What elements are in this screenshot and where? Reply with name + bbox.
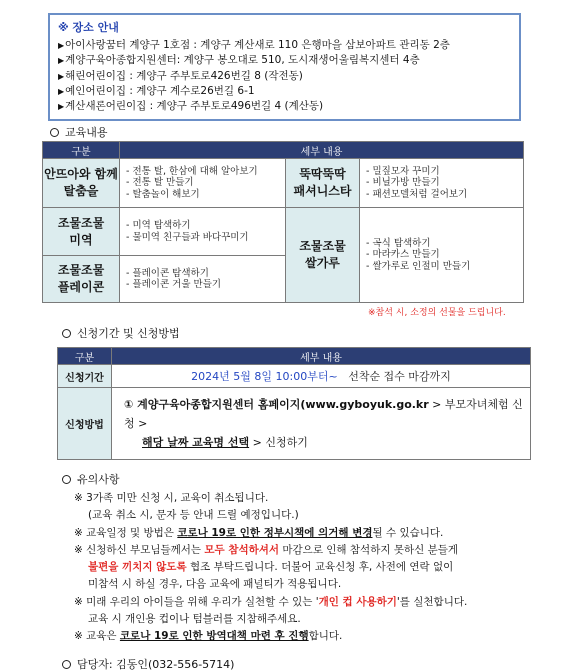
edu-header-details: 세부 내용: [120, 142, 524, 159]
method-link-text: 해당 날짜 교육명 선택: [142, 436, 250, 449]
program-desc-item: - 쌀가루로 인절미 만들기: [366, 260, 471, 272]
circle-bullet-icon: [62, 475, 71, 484]
caution-line: (교육 취소 시, 문자 등 안내 드릴 예정입니다.): [88, 509, 299, 522]
place-item: ▶계산새론어린이집 : 계양구 주부토로496번길 4 (계산동): [58, 100, 324, 113]
program-desc: [120, 208, 286, 256]
method-value: ① 계양구육아종합지원센터 홈페이지(www.gyboyuk.go.kr > 부모자녀체험 신청 > 해당 날짜 교육명 선택 > 신청하기: [112, 388, 531, 460]
program-desc-item: - 전통 탈 만들기: [126, 177, 194, 189]
program-desc-item: - 패션모델처럼 걸어보기: [366, 188, 468, 200]
caution-line: ※ 교육일정 및 방법은 코로나 19로 인한 정부시책에 의거해 변경될 수 있습니다.: [74, 526, 444, 539]
program-desc-item: - 밀짚모자 꾸미기: [366, 165, 440, 177]
circle-bullet-icon: [50, 128, 59, 137]
place-item: ▶계양구육아종합지원센터: 계양구 봉오대로 510, 도시재생어울림복지센터 4층: [58, 54, 420, 67]
edu-header-category: 구분: [43, 142, 120, 159]
period-label: 신청기간: [58, 365, 112, 388]
program-title: 조물조물 플레이콘: [43, 256, 120, 303]
period-value: 2024년 5월 8일 10:00부터~ 선착순 접수 마감까지: [112, 365, 531, 388]
triangle-bullet-icon: ▶: [58, 41, 65, 50]
application-heading: 신청기간 및 신청방법: [62, 325, 180, 341]
triangle-bullet-icon: ▶: [58, 71, 65, 81]
gift-note: ※참석 시, 소정의 선물을 드립니다.: [368, 308, 506, 318]
caution-line: ※ 미래 우리의 아이들을 위해 우리가 실천할 수 있는 '개인 컵 사용하기'를 실천합니다.: [74, 595, 468, 608]
circle-bullet-icon: [62, 660, 71, 669]
program-title: 조물조물 쌀가루: [286, 208, 360, 303]
program-desc: [360, 208, 524, 303]
circle-bullet-icon: [62, 329, 71, 338]
method-label: 신청방법: [58, 388, 112, 460]
contact-info: 담당자: 김동인(032-556-5714): [62, 656, 234, 670]
app-header-details: 세부 내용: [112, 348, 531, 365]
cautions-list: [74, 490, 544, 646]
program-desc: [360, 159, 524, 208]
caution-line: 불편을 끼치지 않도록 협조 부탁드립니다. 더불어 교육신청 후, 사전에 연락 없이: [88, 561, 454, 574]
program-desc-item: - 플레이콘 거울 만들기: [126, 279, 222, 290]
program-desc-item: - 곡식 탐색하기: [366, 237, 431, 249]
place-list: [58, 38, 511, 114]
program-desc-item: - 전통 탈, 한삼에 대해 알아보기: [126, 165, 258, 177]
program-desc-item: - 비닐가방 만들기: [366, 177, 440, 189]
program-title: 조물조물 미역: [43, 208, 120, 256]
caution-line: ※ 교육은 코로나 19로 인한 방역대책 마련 후 진행합니다.: [74, 630, 343, 643]
program-desc: [120, 159, 286, 208]
caution-line: ※ 3가족 미만 신청 시, 교육이 취소됩니다.: [74, 492, 269, 504]
program-desc-item: - 플레이콘 탐색하기: [126, 267, 209, 279]
program-desc-item: - 마라카스 만들기: [366, 249, 440, 261]
place-item: ▶해린어린이집 : 계양구 주부토로426번길 8 (작전동): [58, 69, 303, 82]
program-desc-item: - 탈춤놀이 해보기: [126, 188, 200, 200]
application-table: [57, 347, 531, 460]
place-item: ▶예인어린이집 : 계양구 계수로26번길 6-1: [58, 84, 255, 97]
program-desc-item: - 미역 탐색하기: [126, 220, 191, 231]
place-info-title: ※ 장소 안내: [58, 21, 119, 34]
program-title: 뚝딱뚝딱 패셔니스타: [286, 159, 360, 208]
triangle-bullet-icon: ▶: [58, 56, 65, 66]
caution-line: 교육 시 개인용 컵이나 텀블러를 지참해주세요.: [88, 613, 301, 626]
triangle-bullet-icon: ▶: [58, 86, 65, 96]
program-desc: [120, 256, 286, 303]
place-info-box: [48, 13, 521, 121]
education-table: [42, 141, 524, 303]
education-heading: 교육내용: [50, 124, 108, 140]
caution-line: ※ 신청하신 부모님들께서는 모두 참석하셔서 마감으로 인해 참석하지 못하신 분들게: [74, 543, 459, 556]
program-desc-item: - 물미역 친구들과 바다꾸미기: [126, 231, 249, 243]
caution-line: 미참석 시 하실 경우, 다음 교육에 패널티가 적용됩니다.: [88, 578, 342, 591]
program-title: 안뜨아와 함께 탈춤을: [43, 159, 120, 208]
app-header-category: 구분: [58, 348, 112, 365]
place-item: ▶아이사랑꿈터 계양구 1호점 : 계양구 계산새로 110 은행마을 삼보아파트 관리동 2층: [58, 39, 450, 51]
triangle-bullet-icon: ▶: [58, 102, 65, 112]
cautions-heading: 유의사항: [62, 471, 120, 487]
